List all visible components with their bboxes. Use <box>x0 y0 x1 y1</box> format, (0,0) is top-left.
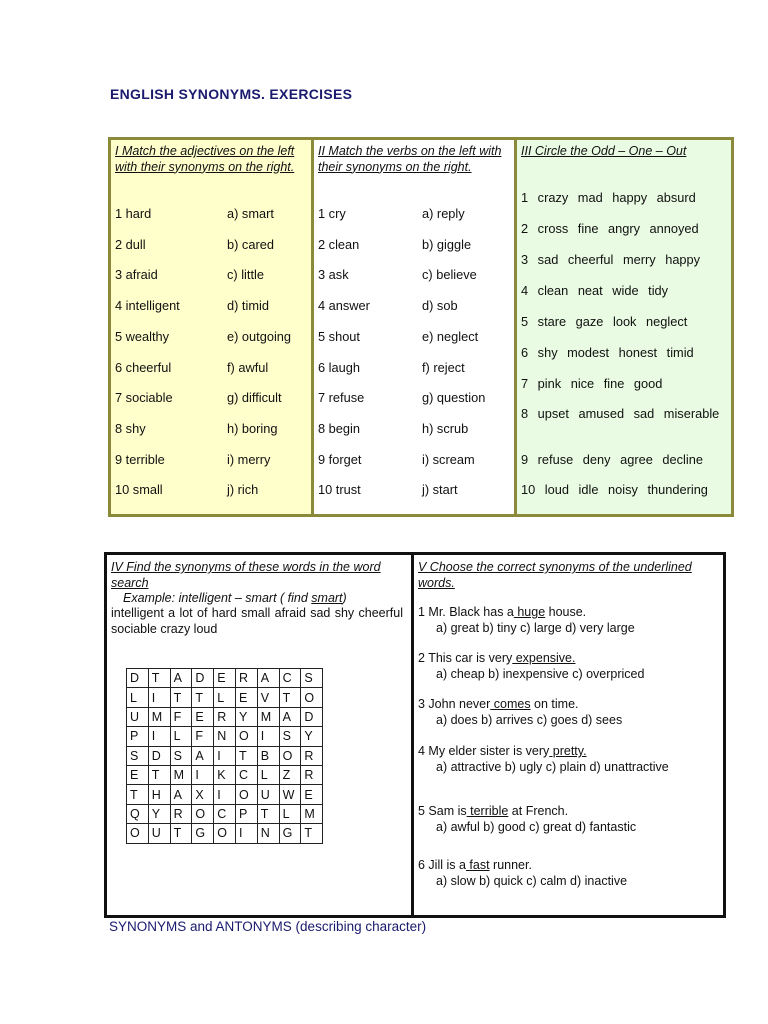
question-prefix: 5 Sam is <box>418 804 467 818</box>
match-right-item: i) scream <box>422 451 475 467</box>
grid-cell: R <box>301 765 323 784</box>
grid-cell: A <box>170 785 192 804</box>
match-left-item: 7 refuse <box>318 390 365 406</box>
underlined-word: fast <box>465 858 490 872</box>
match-right-item: b) giggle <box>422 236 472 252</box>
match-left-item: 5 wealthy <box>115 328 170 344</box>
grid-row <box>127 785 323 804</box>
grid-cell: A <box>279 707 301 726</box>
match-left-item: 3 afraid <box>115 267 158 283</box>
match-left-item: 1 hard <box>115 206 152 221</box>
bottom-exercise-table <box>104 552 726 918</box>
match-right-item: j) start <box>422 482 458 498</box>
grid-cell: E <box>214 669 236 688</box>
match-left-item: 2 clean <box>318 236 360 252</box>
match-right-item: g) question <box>422 390 486 406</box>
grid-cell: Y <box>148 804 170 823</box>
grid-row <box>127 824 323 843</box>
exercise-5-heading: V Choose the correct synonyms of the underlined words. <box>418 560 692 590</box>
grid-cell: K <box>214 765 236 784</box>
match-left-item: 4 intelligent <box>115 298 180 314</box>
grid-row <box>127 804 323 823</box>
exercise-4-column <box>107 555 414 915</box>
grid-cell: G <box>192 824 214 843</box>
grid-cell: D <box>127 669 149 688</box>
exercise-2-column <box>314 140 517 514</box>
question-text <box>418 697 719 713</box>
question-prefix: 2 This car is very <box>418 651 513 665</box>
grid-cell: M <box>301 804 323 823</box>
underlined-word: huge <box>513 605 546 619</box>
grid-cell: T <box>148 669 170 688</box>
grid-cell: L <box>257 765 279 784</box>
grid-cell: H <box>148 785 170 804</box>
top-exercise-table <box>108 137 734 517</box>
match-right-item: c) believe <box>422 267 477 283</box>
grid-cell: T <box>235 746 257 765</box>
exercise-2-heading: II Match the verbs on the left with their synonyms on the right. <box>318 144 502 174</box>
grid-cell: S <box>279 727 301 746</box>
exercise-5-column <box>414 555 723 915</box>
grid-cell: L <box>279 804 301 823</box>
match-right-item: a) smart <box>227 206 274 221</box>
match-left-item: 4 answer <box>318 298 370 314</box>
grid-cell: O <box>192 804 214 823</box>
grid-cell: S <box>170 746 192 765</box>
odd-one-out-row: 7 pink nice fine good <box>521 376 663 391</box>
example-prefix: Example: intelligent – smart ( find <box>123 591 312 605</box>
match-right-item: b) cared <box>227 236 274 252</box>
question-text <box>418 804 719 820</box>
grid-row <box>127 707 323 726</box>
underlined-word: terrible <box>466 804 509 818</box>
question-suffix: runner. <box>489 858 532 872</box>
grid-cell: T <box>170 824 192 843</box>
grid-cell: R <box>170 804 192 823</box>
page-title: ENGLISH SYNONYMS. EXERCISES <box>110 86 353 102</box>
underlined-word: pretty. <box>549 744 587 758</box>
grid-cell: R <box>301 746 323 765</box>
match-right-item: e) outgoing <box>227 328 292 344</box>
exercise-1-column <box>111 140 314 514</box>
exercise-3-column <box>517 140 731 514</box>
underlined-word: comes <box>490 697 531 711</box>
grid-cell: E <box>235 688 257 707</box>
match-left-item: 5 shout <box>318 328 360 344</box>
grid-row <box>127 727 323 746</box>
grid-cell: X <box>192 785 214 804</box>
grid-row <box>127 669 323 688</box>
grid-cell: T <box>127 785 149 804</box>
match-right-item: d) sob <box>422 298 458 314</box>
underlined-word: expensive. <box>512 651 576 665</box>
answer-options: a) awful b) good c) great d) fantastic <box>436 819 637 834</box>
word-list: intelligent a lot of hard small afraid sad shy cheerful sociable crazy loud <box>111 606 403 636</box>
footer-caption: SYNONYMS and ANTONYMS (describing character) <box>109 919 427 934</box>
match-left-item: 10 small <box>115 482 163 498</box>
odd-one-out-row: 8 upset amused sad miserable <box>521 406 720 421</box>
exercise-4-heading: IV Find the synonyms of these words in the word search <box>111 560 381 590</box>
grid-cell: S <box>301 669 323 688</box>
question-text <box>418 744 719 760</box>
grid-cell: G <box>279 824 301 843</box>
question-prefix: 3 John never <box>418 697 491 711</box>
question-suffix: on time. <box>530 697 579 711</box>
odd-one-out-row: 2 cross fine angry annoyed <box>521 221 699 236</box>
grid-cell: T <box>279 688 301 707</box>
grid-cell: C <box>279 669 301 688</box>
grid-cell: U <box>257 785 279 804</box>
odd-one-out-row: 3 sad cheerful merry happy <box>521 252 701 267</box>
grid-cell: I <box>148 727 170 746</box>
example-word: smart <box>311 591 343 605</box>
grid-cell: O <box>301 688 323 707</box>
match-right-item: i) merry <box>227 451 271 467</box>
grid-cell: T <box>148 765 170 784</box>
odd-one-out-row: 9 refuse deny agree decline <box>521 452 703 467</box>
grid-cell: I <box>214 746 236 765</box>
odd-one-out-row: 5 stare gaze look neglect <box>521 314 688 329</box>
grid-cell: N <box>257 824 279 843</box>
match-right-item: h) boring <box>227 420 278 436</box>
grid-cell: M <box>170 765 192 784</box>
grid-cell: R <box>214 707 236 726</box>
grid-cell: O <box>235 727 257 746</box>
grid-cell: T <box>192 688 214 707</box>
grid-cell: L <box>170 727 192 746</box>
match-left-item: 9 terrible <box>115 451 165 467</box>
match-right-item: g) difficult <box>227 390 282 406</box>
grid-cell: F <box>170 707 192 726</box>
question-prefix: 1 Mr. Black has a <box>418 605 514 619</box>
match-left-item: 10 trust <box>318 482 361 498</box>
grid-cell: I <box>148 688 170 707</box>
match-left-item: 6 laugh <box>318 359 360 375</box>
grid-cell: M <box>148 707 170 726</box>
match-left-item: 2 dull <box>115 236 146 252</box>
grid-cell: P <box>235 804 257 823</box>
question-item <box>418 605 719 636</box>
grid-cell: L <box>214 688 236 707</box>
question-item <box>418 858 719 889</box>
grid-cell: W <box>279 785 301 804</box>
match-right-item: d) timid <box>227 298 269 314</box>
odd-one-out-row: 10 loud idle noisy thundering <box>521 482 708 497</box>
grid-cell: O <box>235 785 257 804</box>
match-right-item: f) reject <box>422 359 465 375</box>
question-text <box>418 858 719 874</box>
grid-row <box>127 688 323 707</box>
example-suffix: ) <box>342 591 347 605</box>
grid-cell: Q <box>127 804 149 823</box>
grid-cell: T <box>170 688 192 707</box>
answer-options: a) slow b) quick c) calm d) inactive <box>436 873 628 888</box>
grid-cell: I <box>235 824 257 843</box>
match-right-item: c) little <box>227 267 264 283</box>
grid-cell: B <box>257 746 279 765</box>
grid-cell: M <box>257 707 279 726</box>
question-suffix: at French. <box>508 804 569 818</box>
match-left-item: 6 cheerful <box>115 359 172 375</box>
answer-options: a) attractive b) ugly c) plain d) unattractive <box>436 759 669 774</box>
grid-row <box>127 746 323 765</box>
grid-cell: L <box>127 688 149 707</box>
grid-cell: Y <box>301 727 323 746</box>
grid-cell: V <box>257 688 279 707</box>
grid-cell: N <box>214 727 236 746</box>
odd-one-out-row: 6 shy modest honest timid <box>521 345 694 360</box>
grid-cell: P <box>127 727 149 746</box>
question-item <box>418 651 719 682</box>
answer-options: a) cheap b) inexpensive c) overpriced <box>436 666 645 681</box>
match-right-item: a) reply <box>422 206 465 221</box>
grid-cell: E <box>301 785 323 804</box>
match-left-item: 3 ask <box>318 267 349 283</box>
grid-cell: A <box>170 669 192 688</box>
grid-cell: O <box>214 824 236 843</box>
exercise-3-heading: III Circle the Odd – One – Out <box>521 144 687 158</box>
match-right-item: j) rich <box>227 482 259 498</box>
odd-one-out-row: 1 crazy mad happy absurd <box>521 190 696 205</box>
match-left-item: 7 sociable <box>115 390 173 406</box>
grid-cell: C <box>214 804 236 823</box>
match-left-item: 8 begin <box>318 420 360 436</box>
exercise-1-heading: I Match the adjectives on the left with their synonyms on the right. <box>115 144 295 174</box>
grid-cell: E <box>127 765 149 784</box>
question-item <box>418 744 719 775</box>
grid-cell: A <box>192 746 214 765</box>
grid-cell: I <box>257 727 279 746</box>
grid-cell: D <box>301 707 323 726</box>
grid-cell: O <box>127 824 149 843</box>
grid-cell: S <box>127 746 149 765</box>
grid-cell: F <box>192 727 214 746</box>
grid-cell: I <box>192 765 214 784</box>
question-text <box>418 605 719 621</box>
grid-cell: D <box>192 669 214 688</box>
question-suffix: house. <box>545 605 587 619</box>
exercise-4-example <box>123 591 347 605</box>
grid-cell: Y <box>235 707 257 726</box>
match-left-item: 8 shy <box>115 420 146 436</box>
grid-cell: E <box>192 707 214 726</box>
match-left-item: 1 cry <box>318 206 346 221</box>
grid-cell: U <box>148 824 170 843</box>
grid-cell: A <box>257 669 279 688</box>
answer-options: a) great b) tiny c) large d) very large <box>436 620 635 635</box>
grid-cell: R <box>235 669 257 688</box>
question-prefix: 6 Jill is a <box>418 858 466 872</box>
grid-cell: U <box>127 707 149 726</box>
grid-cell: C <box>235 765 257 784</box>
match-right-item: h) scrub <box>422 420 469 436</box>
grid-cell: O <box>279 746 301 765</box>
answer-options: a) does b) arrives c) goes d) sees <box>436 712 623 727</box>
word-search-grid <box>126 668 323 844</box>
grid-cell: I <box>214 785 236 804</box>
question-prefix: 4 My elder sister is very <box>418 744 550 758</box>
grid-row <box>127 765 323 784</box>
match-left-item: 9 forget <box>318 451 362 467</box>
match-right-item: e) neglect <box>422 328 479 344</box>
grid-cell: D <box>148 746 170 765</box>
grid-cell: Z <box>279 765 301 784</box>
question-text <box>418 651 719 667</box>
match-right-item: f) awful <box>227 359 269 375</box>
question-item <box>418 697 719 728</box>
grid-cell: T <box>257 804 279 823</box>
grid-cell: T <box>301 824 323 843</box>
odd-one-out-row: 4 clean neat wide tidy <box>521 283 669 298</box>
question-item <box>418 804 719 835</box>
